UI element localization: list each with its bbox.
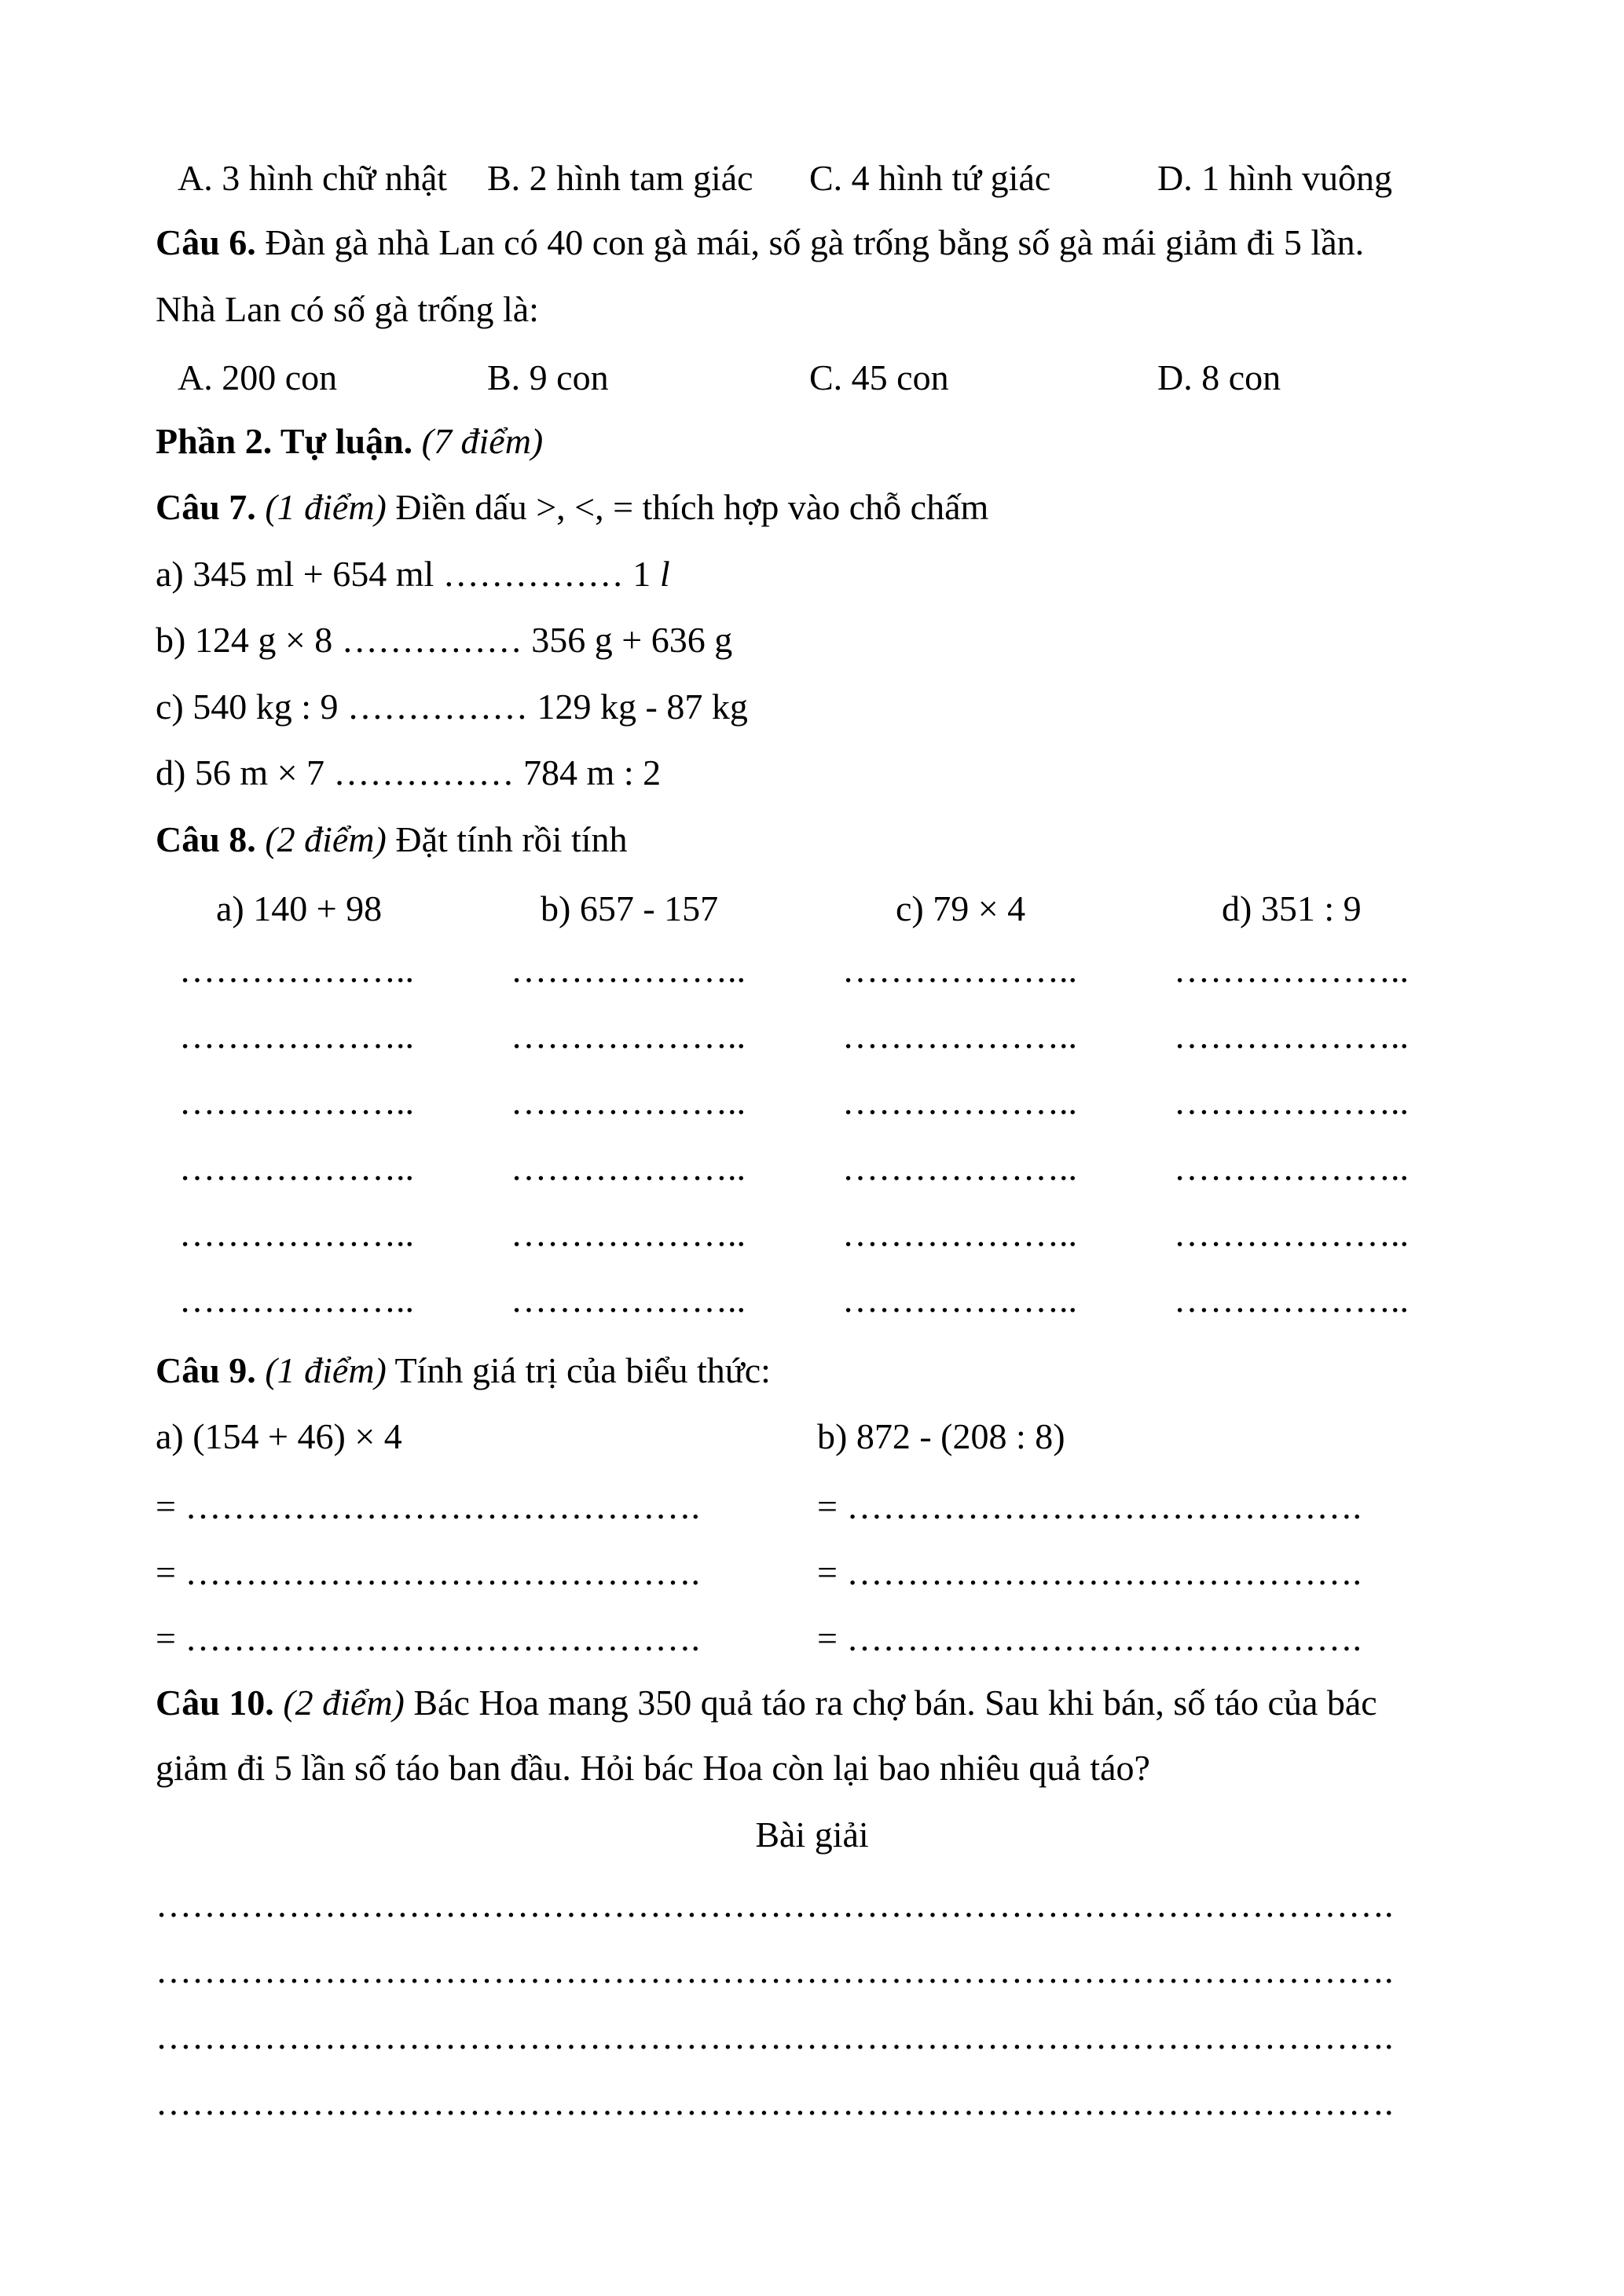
q7-item-a-text: a) 345 ml + 654 ml …………… 1 xyxy=(156,554,660,594)
q8-dot-line[interactable]: ……………….. xyxy=(1174,1016,1409,1056)
q5-option-b: B. 2 hình tam giác xyxy=(487,158,753,198)
q9-answer-line[interactable]: = ……………………………………. xyxy=(817,1618,1362,1658)
q8-dot-line[interactable]: ……………….. xyxy=(179,1082,414,1122)
q10-text-line1: Bác Hoa mang 350 quả táo ra chợ bán. Sau khi bán, số táo của bác xyxy=(404,1683,1377,1723)
q5-option-d: D. 1 hình vuông xyxy=(1157,158,1392,198)
q10-answer-line[interactable]: …………………………………………………………………………………………. xyxy=(156,2082,1394,2122)
q8-points: (2 điểm) xyxy=(255,819,387,859)
q10-points: (2 điểm) xyxy=(273,1683,405,1723)
q8-item-a: a) 140 + 98 xyxy=(216,888,383,928)
q8-label: Câu 8. xyxy=(156,819,256,859)
q5-option-c: C. 4 hình tứ giác xyxy=(809,158,1051,198)
q10-answer-line[interactable]: …………………………………………………………………………………………. xyxy=(156,1884,1394,1924)
q9-heading xyxy=(156,1350,771,1390)
q8-dot-line[interactable]: ……………….. xyxy=(1174,1214,1409,1254)
q8-item-b: b) 657 - 157 xyxy=(541,888,719,928)
q6-label: Câu 6. xyxy=(156,222,256,262)
q8-item-d: d) 351 : 9 xyxy=(1222,888,1362,928)
q10-label: Câu 10. xyxy=(156,1683,274,1723)
q9-instruction: Tính giá trị của biểu thức: xyxy=(386,1350,771,1390)
q8-instruction: Đặt tính rồi tính xyxy=(386,819,628,859)
q9-answer-line[interactable]: = ……………………………………. xyxy=(817,1486,1362,1526)
q7-label: Câu 7. xyxy=(156,487,256,527)
q9-answer-line[interactable]: = ……………………………………. xyxy=(156,1552,700,1592)
q10-answer-line[interactable]: …………………………………………………………………………………………. xyxy=(156,1950,1394,1990)
q6-option-b: B. 9 con xyxy=(487,357,609,397)
q10-text-line2: giảm đi 5 lần số táo ban đầu. Hỏi bác Hoa còn lại bao nhiêu quả táo? xyxy=(156,1748,1150,1788)
q6-text-line1: Đàn gà nhà Lan có 40 con gà mái, số gà trống bằng số gà mái giảm đi 5 lần. xyxy=(255,222,1365,262)
q9-answer-line[interactable]: = ……………………………………. xyxy=(156,1486,700,1526)
q8-dot-line[interactable]: ……………….. xyxy=(179,1016,414,1056)
q6-option-d: D. 8 con xyxy=(1157,357,1281,397)
q8-dot-line[interactable]: ……………….. xyxy=(179,1148,414,1188)
q9-points: (1 điểm) xyxy=(255,1350,387,1390)
q9-expression-a: a) (154 + 46) × 4 xyxy=(156,1416,402,1456)
q8-heading xyxy=(156,819,628,859)
q8-dot-line[interactable]: ……………….. xyxy=(179,1214,414,1254)
part2-points: (7 điểm) xyxy=(412,421,544,461)
q6-text-line2: Nhà Lan có số gà trống là: xyxy=(156,289,539,329)
q6-question xyxy=(156,222,1365,262)
q7-item-c: c) 540 kg : 9 …………… 129 kg - 87 kg xyxy=(156,687,748,727)
q8-dot-line[interactable]: ……………….. xyxy=(511,1280,746,1320)
q8-dot-line[interactable]: ……………….. xyxy=(842,1280,1077,1320)
q8-dot-line[interactable]: ……………….. xyxy=(1174,1148,1409,1188)
q8-dot-line[interactable]: ……………….. xyxy=(511,1148,746,1188)
q8-dot-line[interactable]: ……………….. xyxy=(1174,950,1409,990)
q8-dot-line[interactable]: ……………….. xyxy=(511,1016,746,1056)
q10-solution-title: Bài giải xyxy=(755,1814,869,1855)
q8-dot-line[interactable]: ……………….. xyxy=(842,950,1077,990)
q7-item-b: b) 124 g × 8 …………… 356 g + 636 g xyxy=(156,620,733,660)
part2-label: Phần 2. Tự luận. xyxy=(156,421,413,461)
q7-item-a-unit: l xyxy=(659,554,670,594)
q7-item-d: d) 56 m × 7 …………… 784 m : 2 xyxy=(156,753,662,793)
q8-item-c: c) 79 × 4 xyxy=(896,888,1026,928)
q8-dot-line[interactable]: ……………….. xyxy=(842,1214,1077,1254)
q7-item-a xyxy=(156,556,670,592)
q8-dot-line[interactable]: ……………….. xyxy=(842,1148,1077,1188)
q7-heading xyxy=(156,489,988,525)
q8-dot-line[interactable]: ……………….. xyxy=(511,1082,746,1122)
q8-dot-line[interactable]: ……………….. xyxy=(511,1214,746,1254)
q8-dot-line[interactable]: ……………….. xyxy=(179,950,414,990)
q9-expression-b: b) 872 - (208 : 8) xyxy=(817,1416,1065,1456)
q6-option-c: C. 45 con xyxy=(809,357,949,397)
q7-points: (1 điểm) xyxy=(255,487,387,527)
q6-option-a: A. 200 con xyxy=(178,357,338,397)
q8-dot-line[interactable]: ……………….. xyxy=(1174,1280,1409,1320)
q8-dot-line[interactable]: ……………….. xyxy=(842,1082,1077,1122)
q8-dot-line[interactable]: ……………….. xyxy=(179,1280,414,1320)
q7-instruction: Điền dấu >, <, = thích hợp vào chỗ chấm xyxy=(386,487,989,527)
q10-answer-line[interactable]: …………………………………………………………………………………………. xyxy=(156,2016,1394,2056)
q9-label: Câu 9. xyxy=(156,1350,256,1390)
q5-option-a: A. 3 hình chữ nhật xyxy=(178,158,448,198)
part2-heading xyxy=(156,423,543,460)
q8-dot-line[interactable]: ……………….. xyxy=(842,1016,1077,1056)
q9-answer-line[interactable]: = ……………………………………. xyxy=(156,1618,700,1658)
q9-answer-line[interactable]: = ……………………………………. xyxy=(817,1552,1362,1592)
q8-dot-line[interactable]: ……………….. xyxy=(511,950,746,990)
q8-dot-line[interactable]: ……………….. xyxy=(1174,1082,1409,1122)
q10-question xyxy=(156,1685,1377,1721)
